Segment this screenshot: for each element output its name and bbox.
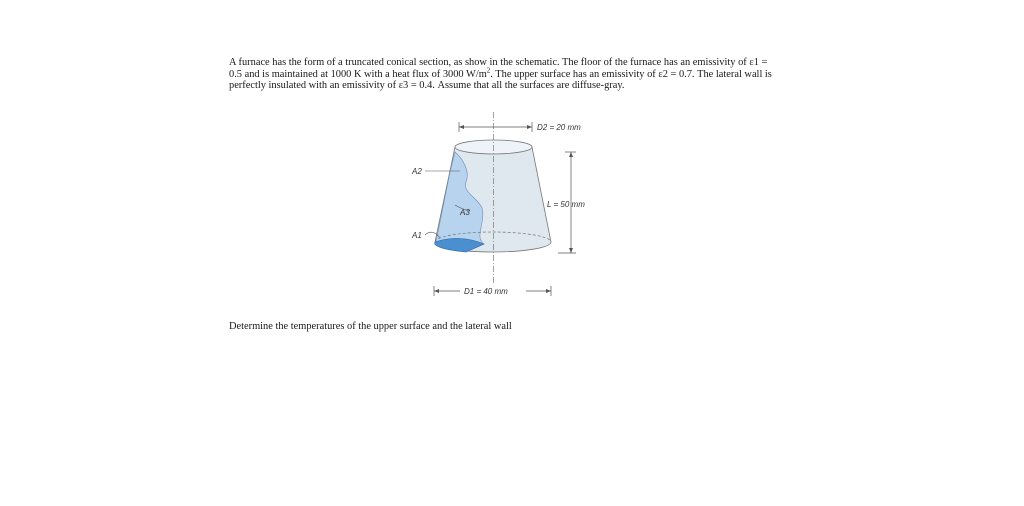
d1-label: D1 = 40 mm: [464, 287, 508, 296]
d1-arrow-right: [546, 289, 551, 293]
d2-arrow-right: [527, 125, 532, 129]
a2-label: A2: [412, 167, 422, 176]
problem-part2: = 0.5 and is maintained at 1000 K with a heat flux of 3000 W/m: [229, 57, 768, 80]
problem-part3: . The upper surface has an emissivity of: [490, 68, 659, 80]
problem-intro: A furnace has the form of a truncated conical section, as show in the schematic. The floor of the furnace has an emissivity of: [229, 57, 750, 68]
furnace-schematic-svg: [400, 112, 620, 302]
d2-label: D2 = 20 mm: [537, 123, 581, 132]
furnace-schematic: [400, 112, 620, 302]
unit-exponent: 2: [486, 66, 491, 75]
problem-part4: = 0.7. The lateral wall is perfectly insulated with an emissivity of: [229, 68, 772, 92]
l-arrow-top: [569, 152, 573, 157]
a3-label: A3: [460, 208, 470, 217]
d1-arrow-left: [434, 289, 439, 293]
problem-statement: [229, 57, 774, 92]
eps1-symbol: ε1: [749, 57, 759, 68]
question-text: Determine the temperatures of the upper surface and the lateral wall: [229, 321, 512, 332]
a1-label: A1: [412, 231, 422, 240]
l-label: L = 50 mm: [547, 200, 585, 209]
eps2-symbol: ε2: [658, 68, 668, 80]
l-arrow-bottom: [569, 248, 573, 253]
problem-part5: = 0.4. Assume that all the surfaces are diffuse-gray.: [408, 80, 625, 92]
d2-arrow-left: [459, 125, 464, 129]
eps3-symbol: ε3: [398, 80, 409, 92]
